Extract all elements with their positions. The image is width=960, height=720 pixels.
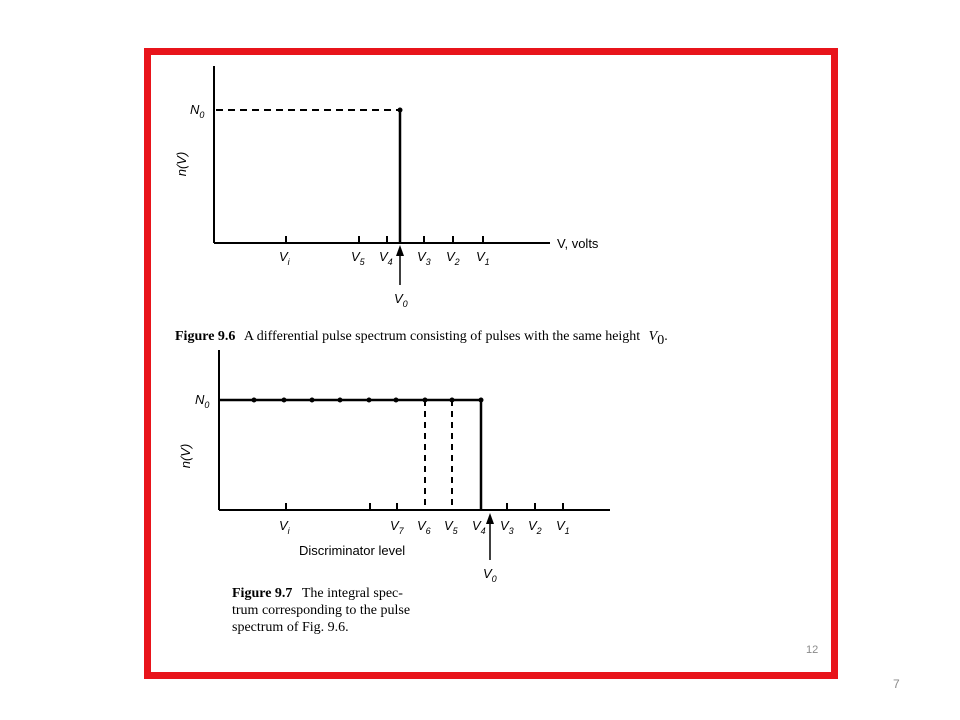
v0-arrow-head [396, 245, 404, 256]
tick-label-v4: $V_4$ [472, 518, 486, 536]
tick-label-v1: $V_1$ [556, 518, 570, 536]
level-dot [282, 398, 287, 403]
tick-label-v3: $V_3$ [500, 518, 514, 536]
level-dot [394, 398, 399, 403]
y-axis-label: n(V) [178, 443, 193, 469]
slide-number: 7 [893, 677, 900, 691]
tick-label-v1: $V_1$ [476, 249, 490, 267]
tick-label-v5: $V_5$ [351, 249, 365, 267]
inner-page-number: 12 [806, 644, 819, 656]
tick-label-vi: $V_i$ [279, 249, 290, 267]
x-axis-label: Discriminator level [299, 543, 406, 558]
y-axis-label: n(V) [174, 151, 189, 177]
x-axis-label: V, volts [557, 236, 599, 251]
v0-label: $V_0$ [483, 566, 497, 584]
level-dot [423, 398, 428, 403]
figure-9-7-caption-line-3: spectrum of Fig. 9.6. [232, 620, 349, 635]
tick-label-v2: $V_2$ [528, 518, 542, 536]
level-dot [310, 398, 315, 403]
level-dot [367, 398, 372, 403]
tick-label-v5: $V_5$ [444, 518, 458, 536]
tick-label-v6: $V_6$ [417, 518, 431, 536]
figure-9-6 [174, 66, 668, 348]
level-dot [479, 398, 484, 403]
v0-label: $V_0$ [394, 291, 408, 309]
figure-9-7-caption-line-2: trum corresponding to the pulse [232, 603, 411, 618]
tick-label-vi: $V_i$ [279, 518, 290, 536]
tick-label-v4: $V_4$ [379, 249, 393, 267]
figure-9-6-caption: Figure 9.6 A differential pulse spectrum consisting of pulses with the same height V0. [175, 329, 668, 348]
n0-label: $N_0$ [190, 102, 205, 120]
figure-9-7 [178, 350, 610, 635]
level-dot [338, 398, 343, 403]
spike-top-dot [398, 108, 403, 113]
n0-label: $N_0$ [195, 392, 210, 410]
level-dot [252, 398, 257, 403]
v0-arrow-head [486, 513, 494, 524]
tick-label-v2: $V_2$ [446, 249, 460, 267]
level-dot [450, 398, 455, 403]
tick-label-v3: $V_3$ [417, 249, 431, 267]
figure-9-7-caption-line-1: Figure 9.7 The integral spec- [232, 586, 403, 601]
tick-label-v7: $V_7$ [390, 518, 404, 536]
